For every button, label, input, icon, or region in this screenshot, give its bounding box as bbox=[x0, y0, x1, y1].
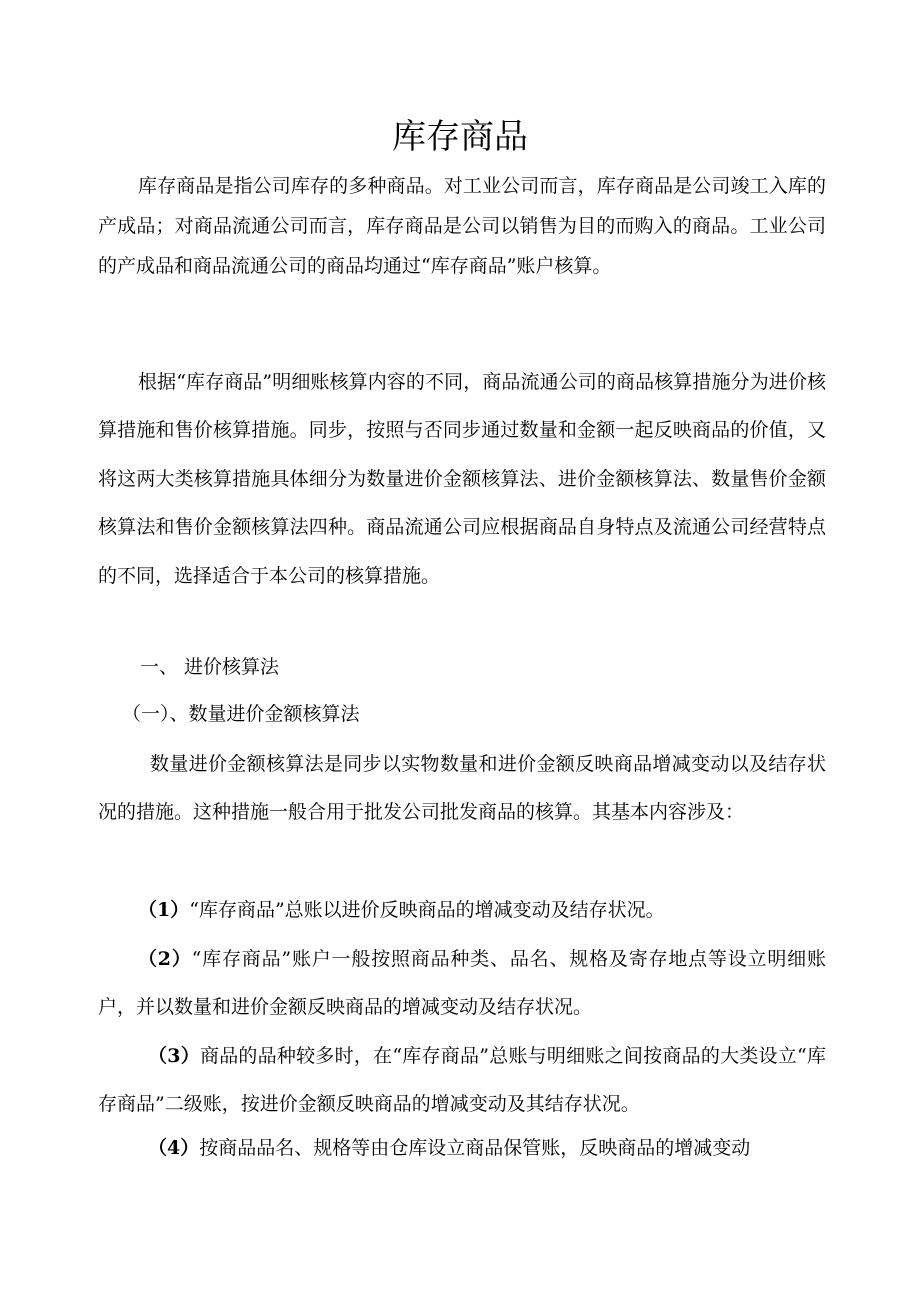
list-item-number: （3） bbox=[148, 1045, 200, 1067]
section-heading: 一、 进价核算法 bbox=[140, 656, 280, 678]
list-item-text: 按商品品名、规格等由仓库设立商品保管账，反映商品的增减变动 bbox=[199, 1137, 751, 1159]
list-item-text: 商品的品种较多时，在“库存商品”总账与明细账之间按商品的大类设立“库存商品”二级账，按进价金额反映商品的增减变动及其结存状况。 bbox=[98, 1045, 826, 1115]
list-item-text: “库存商品”总账以进价反映商品的增减变动及结存状况。 bbox=[189, 899, 665, 921]
page-title: 库存商品 bbox=[392, 117, 528, 157]
list-item-text: “库存商品”账户一般按照商品种类、品名、规格及寄存地点等设立明细账户，并以数量和进价金额反映商品的增减变动及结存状况。 bbox=[98, 948, 826, 1018]
subsection-heading: （一）、数量进价金额核算法 bbox=[122, 703, 360, 725]
list-item-number: （4） bbox=[148, 1137, 200, 1159]
list-item bbox=[98, 1126, 876, 1170]
list-item-number: （2） bbox=[138, 948, 192, 970]
paragraph-methods: 根据“库存商品”明细账核算内容的不同，商品流通公司的商品核算措施分为进价核算措施和售价核算措施。同步，按照与否同步通过数量和金额一起反映商品的价值，又将这两大类核算措施具体细分为数量进价金额核算法、进价金额核算法、数量售价金额核算法和售价金额核算法四种。商品流通公司应根据商品自身特点及流通公司经营特点的不同，选择适合于本公司的核算措施。 bbox=[98, 371, 826, 587]
list-item bbox=[98, 888, 866, 932]
paragraph-quantity-method: 数量进价金额核算法是同步以实物数量和进价金额反映商品增减变动以及结存状况的措施。这种措施一般合用于批发公司批发商品的核算。其基本内容涉及： bbox=[98, 753, 826, 823]
list-item-number: （1） bbox=[138, 899, 190, 921]
paragraph-definition: 库存商品是指公司库存的多种商品。对工业公司而言，库存商品是公司竣工入库的产成品；对商品流通公司而言，库存商品是公司以销售为目的而购入的商品。工业公司的产成品和商品流通公司的商品均通过“库存商品”账户核算。 bbox=[98, 175, 826, 277]
list-item bbox=[98, 1032, 826, 1128]
list-item bbox=[98, 935, 826, 1031]
